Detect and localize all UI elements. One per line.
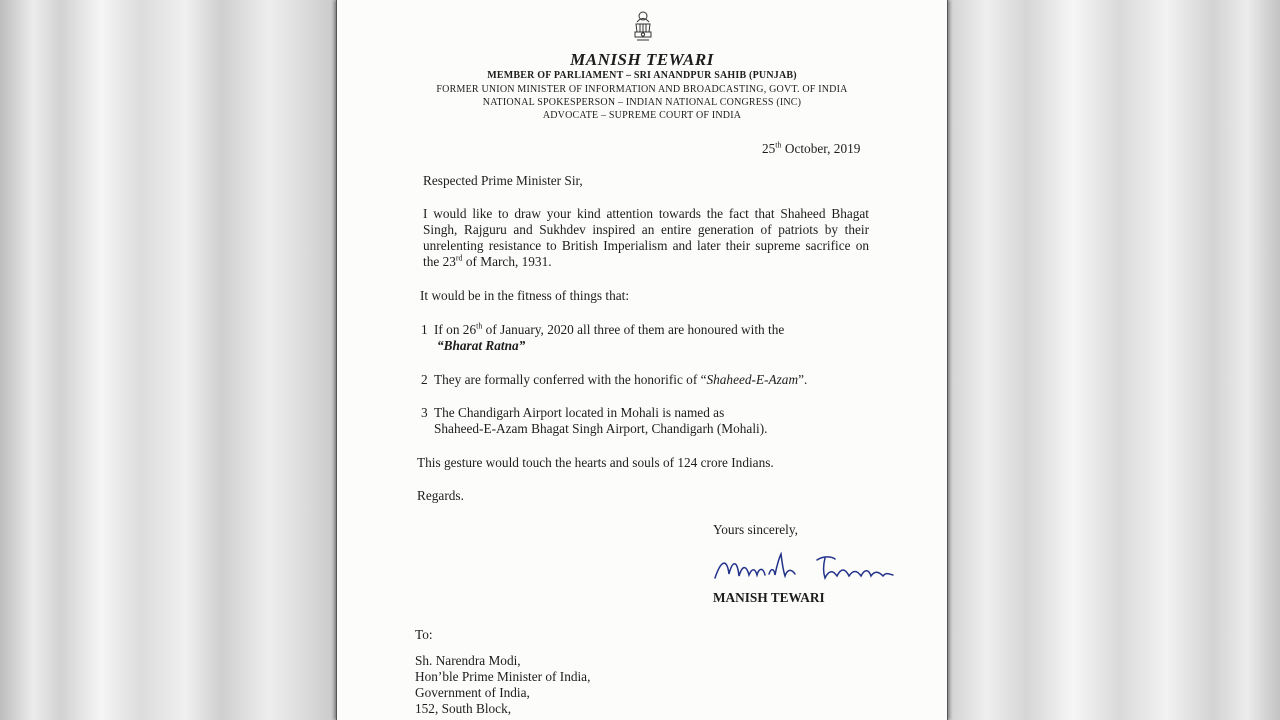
address-line-3: Government of India,: [415, 685, 530, 700]
point-3-number: 3: [421, 405, 428, 420]
paragraph-1: I would like to draw your kind attention towards the fact that Shaheed Bhagat Singh, Rajguru and Sukhdev inspired an entire generation of patriots by their unrelenting resistance to British Imperialism and later their supreme sacrifice on the 23rd of March, 1931.: [423, 206, 869, 269]
point-1-number: 1: [421, 322, 428, 337]
point-3-line-1: The Chandigarh Airport located in Mohali is named as: [434, 405, 725, 420]
salutation: Respected Prime Minister Sir,: [423, 173, 583, 188]
letter-date: 25th October, 2019: [762, 140, 861, 156]
national-emblem-icon: [632, 10, 654, 44]
signature-image: [711, 548, 901, 588]
signatory-name: MANISH TEWARI: [713, 590, 825, 605]
point-1-award: “Bharat Ratna”: [437, 338, 526, 353]
letterhead-line-3: NATIONAL SPOKESPERSON – INDIAN NATIONAL CONGRESS (INC): [482, 97, 802, 108]
point-1-text: If on 26th of January, 2020 all three of them are honoured with the: [434, 321, 785, 337]
background-left: [0, 0, 336, 720]
letterhead-line-4: ADVOCATE – SUPREME COURT OF INDIA: [542, 110, 742, 121]
letterhead-name: MANISH TEWARI: [570, 50, 714, 69]
regards: Regards.: [417, 488, 464, 503]
background-right: [946, 0, 1280, 720]
closing: Yours sincerely,: [713, 522, 798, 537]
point-2-number: 2: [421, 372, 428, 387]
address-line-2: Hon’ble Prime Minister of India,: [415, 669, 591, 684]
gesture-line: This gesture would touch the hearts and souls of 124 crore Indians.: [417, 455, 774, 470]
point-2-text: They are formally conferred with the honorific of “Shaheed-E-Azam”.: [434, 372, 808, 387]
letterhead-line-1: MEMBER OF PARLIAMENT – SRI ANANDPUR SAHIB (PUNJAB): [487, 70, 797, 81]
address-line-4: 152, South Block,: [415, 701, 512, 716]
point-3-line-2: Shaheed-E-Azam Bhagat Singh Airport, Chandigarh (Mohali).: [434, 421, 768, 436]
letter-page: [336, 0, 948, 720]
to-label: To:: [415, 627, 433, 642]
address-line-1: Sh. Narendra Modi,: [415, 653, 521, 668]
letterhead-line-2: FORMER UNION MINISTER OF INFORMATION AND BROADCASTING, GOVT. OF INDIA: [436, 84, 848, 95]
intro-line: It would be in the fitness of things that:: [420, 288, 630, 303]
